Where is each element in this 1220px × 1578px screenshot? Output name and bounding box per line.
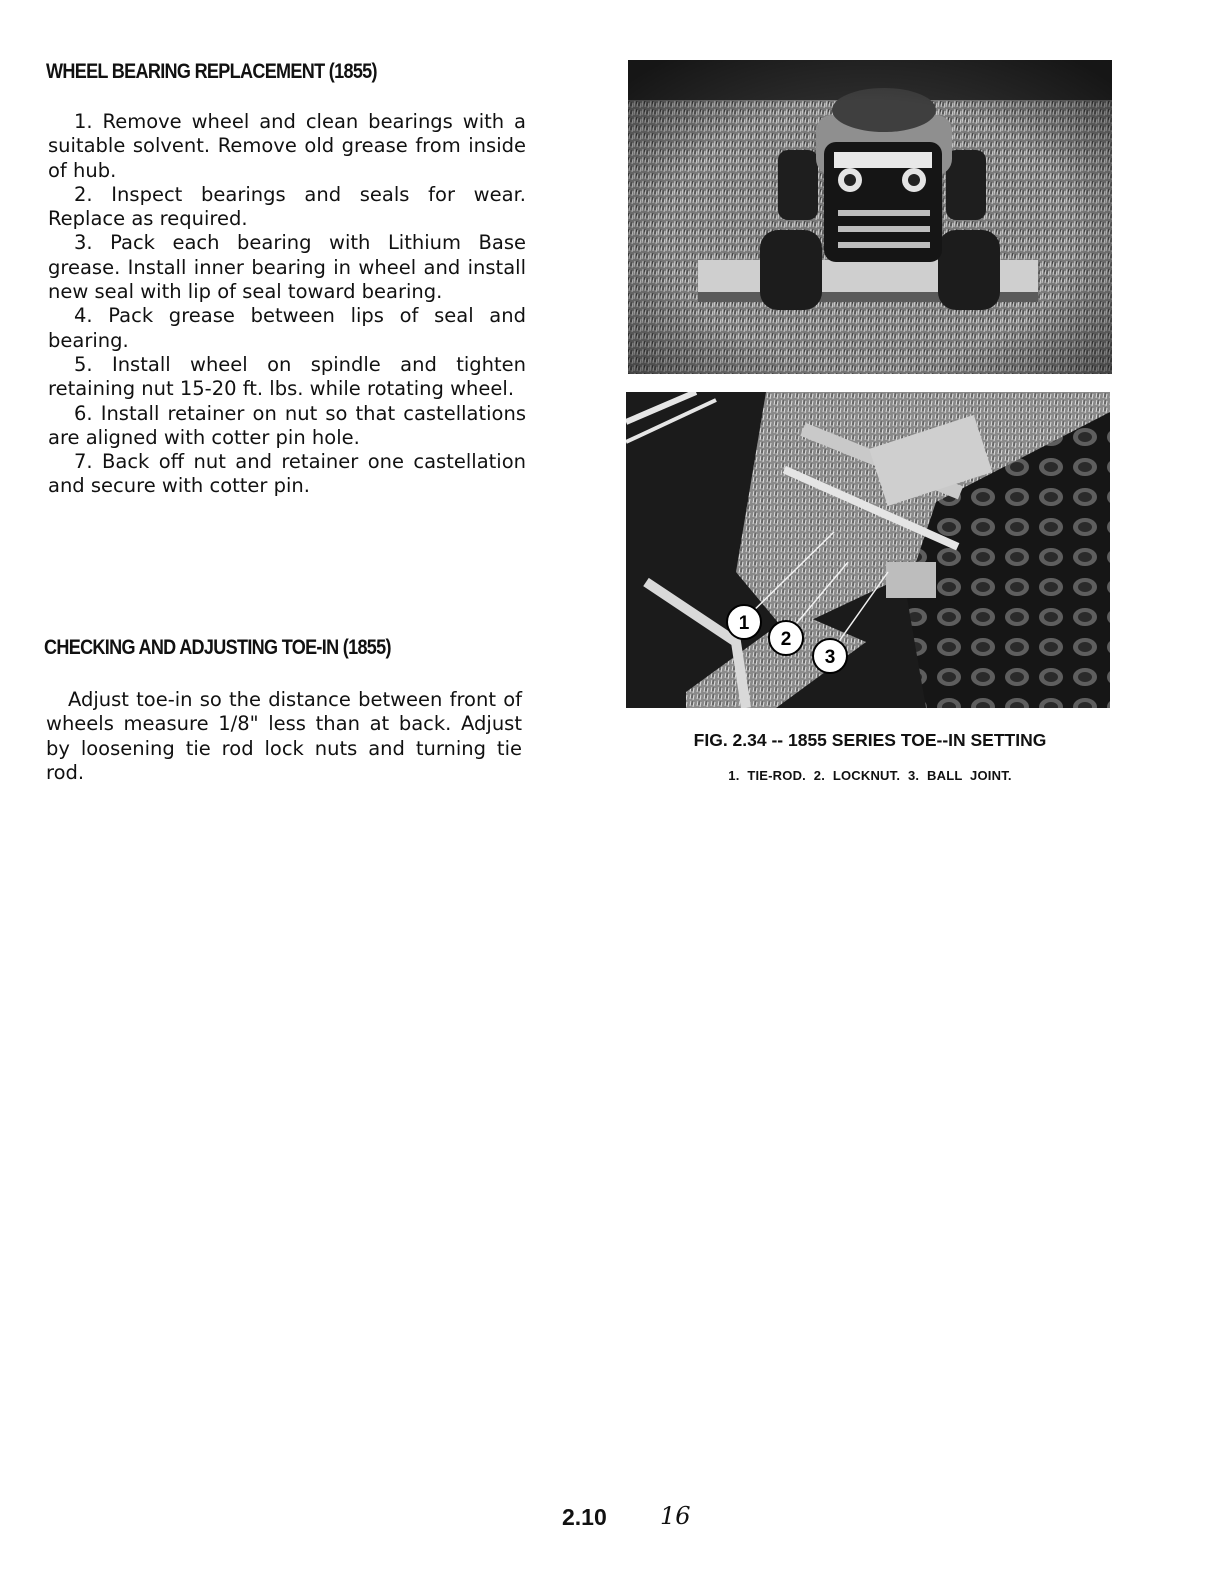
callout-1-label: 1 (738, 613, 750, 634)
step-item: 6. Install retainer on nut so that castellations are aligned with cotter pin hole. (48, 401, 526, 449)
tractor-front-photo (628, 60, 1112, 374)
callout-2-label: 2 (780, 629, 792, 650)
callout-3-label: 3 (824, 647, 836, 668)
step-item: 3. Pack each bearing with Lithium Base grease. Install inner bearing in wheel and install new seal with lip of seal toward bearing. (48, 231, 526, 304)
wheel-bearing-steps (48, 110, 526, 499)
section-heading-toe-in: CHECKING AND ADJUSTING TOE-IN (1855) (44, 636, 391, 659)
figure-caption: FIG. 2.34 -- 1855 SERIES TOE--IN SETTING (693, 730, 1047, 750)
callout-1 (727, 605, 761, 639)
step-item: 2. Inspect bearings and seals for wear. Replace as required. (48, 182, 526, 231)
page-number: 2.10 (562, 1504, 607, 1530)
step-item: 7. Back off nut and retainer one castellation and secure with cotter pin. (48, 450, 526, 498)
callout-2 (769, 621, 803, 655)
figure-legend: 1. TIE-ROD. 2. LOCKNUT. 3. BALL JOINT. (728, 768, 1012, 783)
step-item: 5. Install wheel on spindle and tighten retaining nut 15-20 ft. lbs. while rotating wheel. (48, 352, 526, 401)
step-item: 1. Remove wheel and clean bearings with a suitable solvent. Remove old grease from inside of hub. (48, 110, 526, 182)
callout-3 (813, 639, 847, 673)
handwritten-page-number: 16 (660, 1502, 691, 1530)
section-heading-wheel-bearing: WHEEL BEARING REPLACEMENT (1855) (46, 60, 377, 83)
toe-in-paragraph: Adjust toe-in so the distance between front of wheels measure 1/8" less than at back. Adjust by loosening tie rod lock nuts and turning tie rod. (46, 688, 522, 784)
tie-rod-closeup-photo (626, 392, 1110, 708)
step-item: 4. Pack grease between lips of seal and bearing. (48, 304, 526, 352)
